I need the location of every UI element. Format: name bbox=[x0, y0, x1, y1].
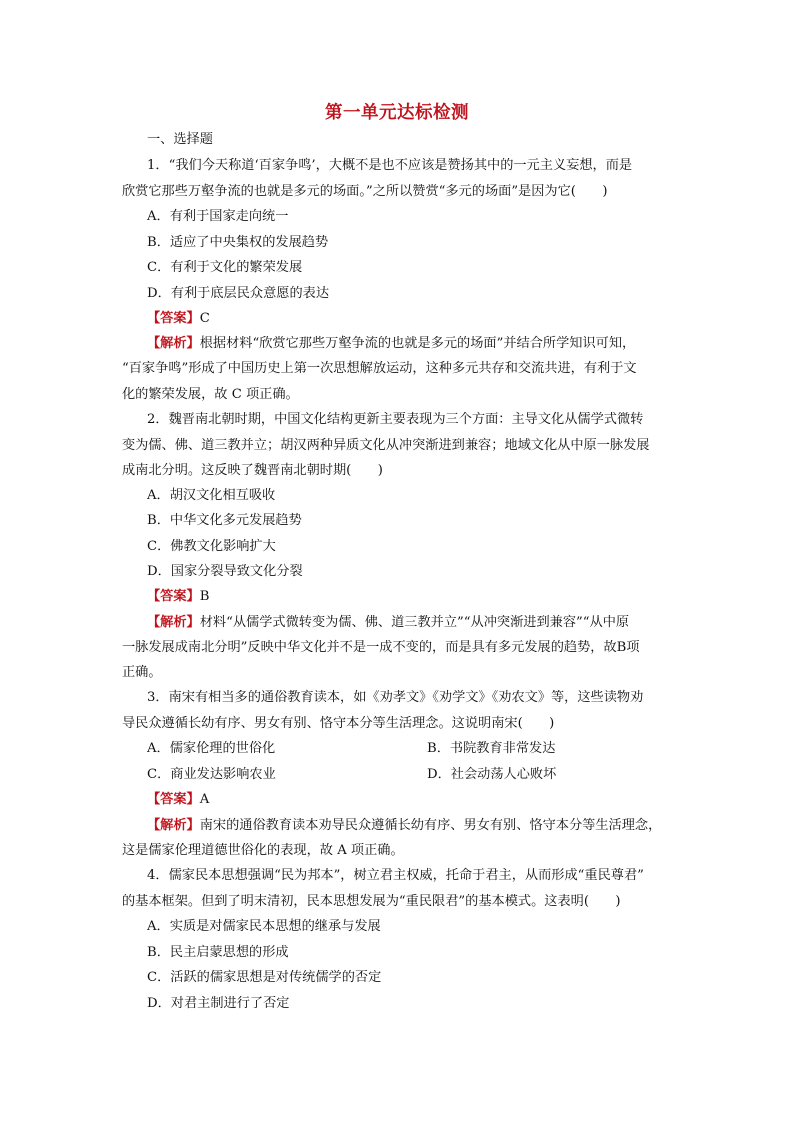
analysis-label: 【解析】 bbox=[147, 818, 200, 833]
question-3-option-d: D．社会动荡人心败坏 bbox=[427, 767, 557, 782]
question-1-option-d: D．有利于底层民众意愿的表达 bbox=[147, 286, 330, 301]
answer-label: 【答案】 bbox=[147, 589, 200, 604]
question-2-answer bbox=[147, 588, 209, 606]
answer-value: C bbox=[199, 311, 210, 326]
analysis-text: 材料“从儒学式微转变为儒、佛、道三教并立”“从冲突渐进到兼容”“从中原 bbox=[199, 615, 630, 630]
analysis-label: 【解析】 bbox=[147, 615, 200, 630]
question-3-analysis-line bbox=[147, 817, 661, 835]
question-4-stem-line: 的基本框架。但到了明末清初，民本思想发展为“重民限君”的基本模式。这表明( ) bbox=[122, 894, 621, 909]
question-1-option-a: A．有利于国家走向统一 bbox=[147, 209, 289, 224]
question-3-option-a: A．儒家伦理的世俗化 bbox=[147, 741, 276, 756]
answer-label: 【答案】 bbox=[147, 311, 200, 326]
question-2-analysis-line: 一脉发展成南北分明”反映中华文化并不是一成不变的，而是具有多元发展的趋势，故B项 bbox=[122, 640, 640, 655]
question-1-option-c: C．有利于文化的繁荣发展 bbox=[147, 260, 303, 275]
question-3-stem-line: 3．南宋有相当多的通俗教育读本，如《劝孝文》《劝学文》《劝农文》等，这些读物劝 bbox=[147, 690, 644, 705]
question-2-stem-line: 成南北分明。这反映了魏晋南北朝时期( ) bbox=[122, 463, 383, 478]
page-title: 第一单元达标检测 bbox=[325, 103, 469, 123]
question-4-option-c: C．活跃的儒家思想是对传统儒学的否定 bbox=[147, 970, 382, 985]
question-2-option-c: C．佛教文化影响扩大 bbox=[147, 539, 276, 554]
question-1-option-b: B．适应了中央集权的发展趋势 bbox=[147, 235, 329, 250]
analysis-label: 【解析】 bbox=[147, 336, 200, 351]
question-1-analysis-line: 化的繁荣发展，故 C 项正确。 bbox=[122, 387, 299, 402]
question-4-option-d: D．对君主制进行了否定 bbox=[147, 996, 290, 1011]
analysis-text: 南宋的通俗教育读本劝导民众遵循长幼有序、男女有别、恪守本分等生活理念， bbox=[199, 818, 662, 833]
answer-value: B bbox=[199, 589, 210, 604]
question-2-analysis-line: 正确。 bbox=[122, 665, 162, 680]
analysis-text: 根据材料“欣赏它那些万壑争流的也就是多元的场面”并结合所学知识可知， bbox=[199, 336, 636, 351]
question-2-option-b: B．中华文化多元发展趋势 bbox=[147, 513, 302, 528]
question-3-analysis-line: 这是儒家伦理道德世俗化的表现，故 A 项正确。 bbox=[122, 843, 404, 858]
answer-value: A bbox=[199, 792, 210, 807]
question-1-analysis-line: “百家争鸣”形成了中国历史上第一次思想解放运动，这种多元共存和交流共进，有利于文 bbox=[122, 361, 637, 376]
question-2-stem-line: 变为儒、佛、道三教并立；胡汉两种异质文化从冲突渐进到兼容；地域文化从中原一脉发展 bbox=[122, 438, 650, 453]
question-2-option-d: D．国家分裂导致文化分裂 bbox=[147, 564, 303, 579]
question-2-analysis-line bbox=[147, 614, 629, 632]
question-2-stem-line: 2．魏晋南北朝时期，中国文化结构更新主要表现为三个方面：主导文化从儒学式微转 bbox=[147, 412, 644, 427]
question-2-option-a: A．胡汉文化相互吸收 bbox=[147, 488, 276, 503]
question-3-option-b: B．书院教育非常发达 bbox=[427, 741, 556, 756]
question-1-analysis-line bbox=[147, 335, 635, 353]
question-3-answer bbox=[147, 791, 209, 809]
question-3-option-c: C．商业发达影响农业 bbox=[147, 767, 276, 782]
answer-label: 【答案】 bbox=[147, 792, 200, 807]
question-3-stem-line: 导民众遵循长幼有序、男女有别、恪守本分等生活理念。这说明南宋( ) bbox=[122, 716, 555, 731]
question-4-stem-line: 4．儒家民本思想强调“民为邦本”，树立君主权威，托命于君主，从而形成“重民尊君” bbox=[147, 868, 644, 883]
question-4-option-a: A．实质是对儒家民本思想的继承与发展 bbox=[147, 919, 381, 934]
question-1-stem-line: 1．“我们今天称道‘百家争鸣’，大概不是也不应该是赞扬其中的一元主义妄想，而是 bbox=[147, 158, 633, 173]
question-1-answer bbox=[147, 310, 210, 328]
question-4-option-b: B．民主启蒙思想的形成 bbox=[147, 945, 289, 960]
question-1-stem-line: 欣赏它那些万壑争流的也就是多元的场面。”之所以赞赏“多元的场面”是因为它( ) bbox=[122, 184, 608, 199]
section-heading: 一、选择题 bbox=[147, 132, 213, 147]
